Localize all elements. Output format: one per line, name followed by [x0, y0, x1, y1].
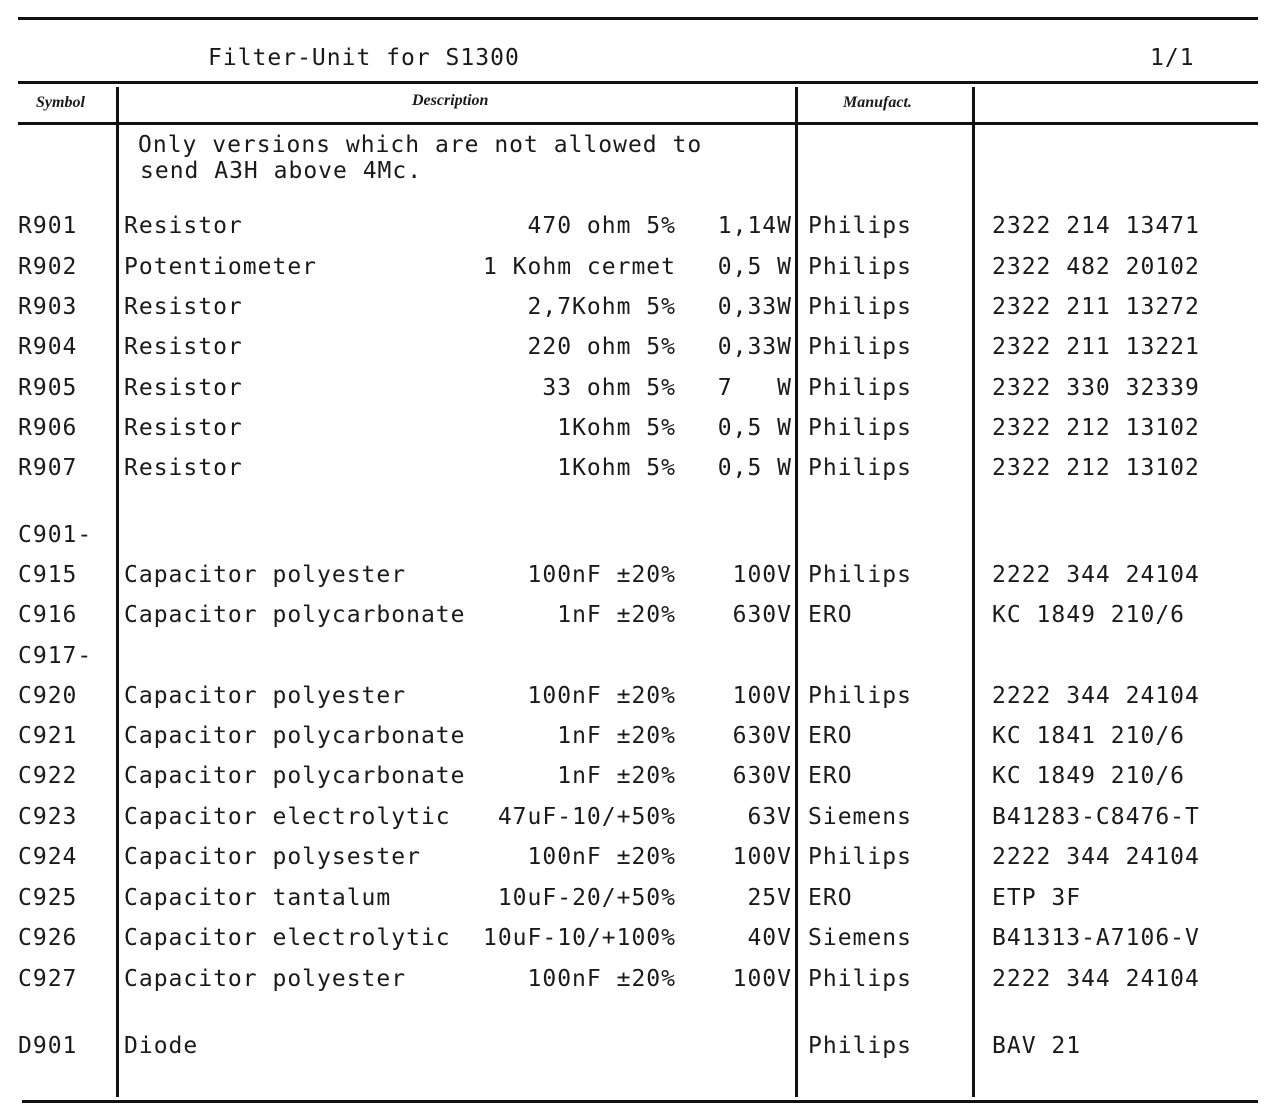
- row-part: 2322 212 13102: [992, 415, 1200, 441]
- row-symbol: C923: [18, 804, 78, 830]
- row-part: ETP 3F: [992, 885, 1082, 911]
- row-part: 2222 344 24104: [992, 844, 1200, 870]
- row-rating: 630V: [732, 723, 792, 749]
- row-part: 2322 212 13102: [992, 455, 1200, 481]
- row-value: 1nF ±20%: [557, 723, 676, 749]
- row-rating: 100V: [732, 562, 792, 588]
- row-value: 1Kohm 5%: [557, 455, 676, 481]
- row-type: Resistor: [124, 415, 243, 441]
- row-value: 1Kohm 5%: [557, 415, 676, 441]
- document-title: Filter-Unit for S1300: [208, 45, 520, 71]
- row-type: Capacitor polycarbonate: [124, 763, 466, 789]
- row-symbol: C925: [18, 885, 78, 911]
- row-symbol: R906: [18, 415, 78, 441]
- row-type: Resistor: [124, 375, 243, 401]
- row-manufacturer: ERO: [808, 885, 853, 911]
- row-rating: 7 W: [717, 375, 792, 401]
- row-symbol: C901-: [18, 522, 93, 548]
- row-value: 1nF ±20%: [557, 602, 676, 628]
- row-part: KC 1841 210/6: [992, 723, 1186, 749]
- row-rating: 40V: [747, 925, 792, 951]
- row-manufacturer: Philips: [808, 683, 912, 709]
- row-part: KC 1849 210/6: [992, 763, 1186, 789]
- row-rating: 0,5 W: [717, 415, 792, 441]
- row-type: Resistor: [124, 455, 243, 481]
- row-manufacturer: Philips: [808, 1033, 912, 1059]
- row-value: 100nF ±20%: [527, 683, 676, 709]
- row-rating: 0,5 W: [717, 254, 792, 280]
- row-value: 470 ohm 5%: [527, 213, 676, 239]
- col-divider-description: [795, 87, 798, 1097]
- row-part: B41283-C8476-T: [992, 804, 1200, 830]
- row-rating: 25V: [747, 885, 792, 911]
- col-divider-manufacturer: [972, 87, 975, 1097]
- row-part: 2322 330 32339: [992, 375, 1200, 401]
- row-symbol: D901: [18, 1033, 78, 1059]
- row-manufacturer: Philips: [808, 455, 912, 481]
- row-type: Resistor: [124, 334, 243, 360]
- row-value: 10uF-10/+100%: [482, 925, 676, 951]
- row-symbol: C915: [18, 562, 78, 588]
- row-manufacturer: Siemens: [808, 925, 912, 951]
- row-value: 10uF-20/+50%: [497, 885, 676, 911]
- note-line-2: send A3H above 4Mc.: [140, 158, 423, 184]
- top-rule: [18, 17, 1258, 20]
- row-symbol: C927: [18, 966, 78, 992]
- row-part: 2222 344 24104: [992, 966, 1200, 992]
- row-type: Capacitor polycarbonate: [124, 723, 466, 749]
- row-manufacturer: Philips: [808, 966, 912, 992]
- row-manufacturer: Philips: [808, 415, 912, 441]
- row-symbol: R902: [18, 254, 78, 280]
- row-part: 2222 344 24104: [992, 562, 1200, 588]
- row-type: Potentiometer: [124, 254, 318, 280]
- row-symbol: R907: [18, 455, 78, 481]
- row-value: 33 ohm 5%: [542, 375, 676, 401]
- row-rating: 100V: [732, 683, 792, 709]
- row-type: Capacitor polyester: [124, 966, 407, 992]
- header-manufacturer: Manufact.: [843, 94, 912, 111]
- row-rating: 100V: [732, 844, 792, 870]
- row-symbol: R901: [18, 213, 78, 239]
- row-manufacturer: Philips: [808, 294, 912, 320]
- row-value: 100nF ±20%: [527, 562, 676, 588]
- row-symbol: C926: [18, 925, 78, 951]
- title-rule: [18, 81, 1258, 84]
- header-description: Description: [412, 92, 489, 109]
- row-part: BAV 21: [992, 1033, 1082, 1059]
- row-rating: 0,33W: [717, 294, 792, 320]
- row-symbol: C920: [18, 683, 78, 709]
- bottom-rule: [22, 1100, 1258, 1103]
- row-manufacturer: Philips: [808, 562, 912, 588]
- row-rating: 630V: [732, 602, 792, 628]
- row-type: Capacitor tantalum: [124, 885, 392, 911]
- row-symbol: C924: [18, 844, 78, 870]
- row-manufacturer: ERO: [808, 763, 853, 789]
- row-type: Resistor: [124, 213, 243, 239]
- row-rating: 0,33W: [717, 334, 792, 360]
- page-number: 1/1: [1150, 45, 1195, 71]
- row-symbol: C921: [18, 723, 78, 749]
- row-symbol: C922: [18, 763, 78, 789]
- row-symbol: R905: [18, 375, 78, 401]
- row-part: B41313-A7106-V: [992, 925, 1200, 951]
- row-type: Resistor: [124, 294, 243, 320]
- row-type: Capacitor polyester: [124, 562, 407, 588]
- row-rating: 0,5 W: [717, 455, 792, 481]
- row-part: 2322 211 13272: [992, 294, 1200, 320]
- row-rating: 630V: [732, 763, 792, 789]
- row-manufacturer: Philips: [808, 254, 912, 280]
- row-type: Capacitor polycarbonate: [124, 602, 466, 628]
- row-manufacturer: ERO: [808, 602, 853, 628]
- row-manufacturer: Philips: [808, 844, 912, 870]
- row-manufacturer: Philips: [808, 375, 912, 401]
- row-value: 1 Kohm cermet: [482, 254, 676, 280]
- row-manufacturer: Philips: [808, 213, 912, 239]
- row-rating: 1,14W: [717, 213, 792, 239]
- row-value: 2,7Kohm 5%: [527, 294, 676, 320]
- row-value: 1nF ±20%: [557, 763, 676, 789]
- row-value: 220 ohm 5%: [527, 334, 676, 360]
- row-value: 47uF-10/+50%: [497, 804, 676, 830]
- row-manufacturer: Siemens: [808, 804, 912, 830]
- row-manufacturer: Philips: [808, 334, 912, 360]
- row-value: 100nF ±20%: [527, 844, 676, 870]
- header-rule: [18, 122, 1258, 125]
- row-rating: 100V: [732, 966, 792, 992]
- row-rating: 63V: [747, 804, 792, 830]
- row-type: Capacitor polysester: [124, 844, 421, 870]
- row-symbol: C916: [18, 602, 78, 628]
- row-part: 2322 214 13471: [992, 213, 1200, 239]
- row-part: 2222 344 24104: [992, 683, 1200, 709]
- row-value: 100nF ±20%: [527, 966, 676, 992]
- row-type: Capacitor electrolytic: [124, 804, 451, 830]
- row-type: Diode: [124, 1033, 199, 1059]
- header-symbol: Symbol: [36, 94, 85, 111]
- row-type: Capacitor electrolytic: [124, 925, 451, 951]
- row-manufacturer: ERO: [808, 723, 853, 749]
- row-symbol: C917-: [18, 643, 93, 669]
- row-symbol: R903: [18, 294, 78, 320]
- row-part: 2322 211 13221: [992, 334, 1200, 360]
- row-symbol: R904: [18, 334, 78, 360]
- col-divider-symbol: [116, 87, 119, 1097]
- row-type: Capacitor polyester: [124, 683, 407, 709]
- note-line-1: Only versions which are not allowed to: [138, 132, 703, 158]
- row-part: 2322 482 20102: [992, 254, 1200, 280]
- row-part: KC 1849 210/6: [992, 602, 1186, 628]
